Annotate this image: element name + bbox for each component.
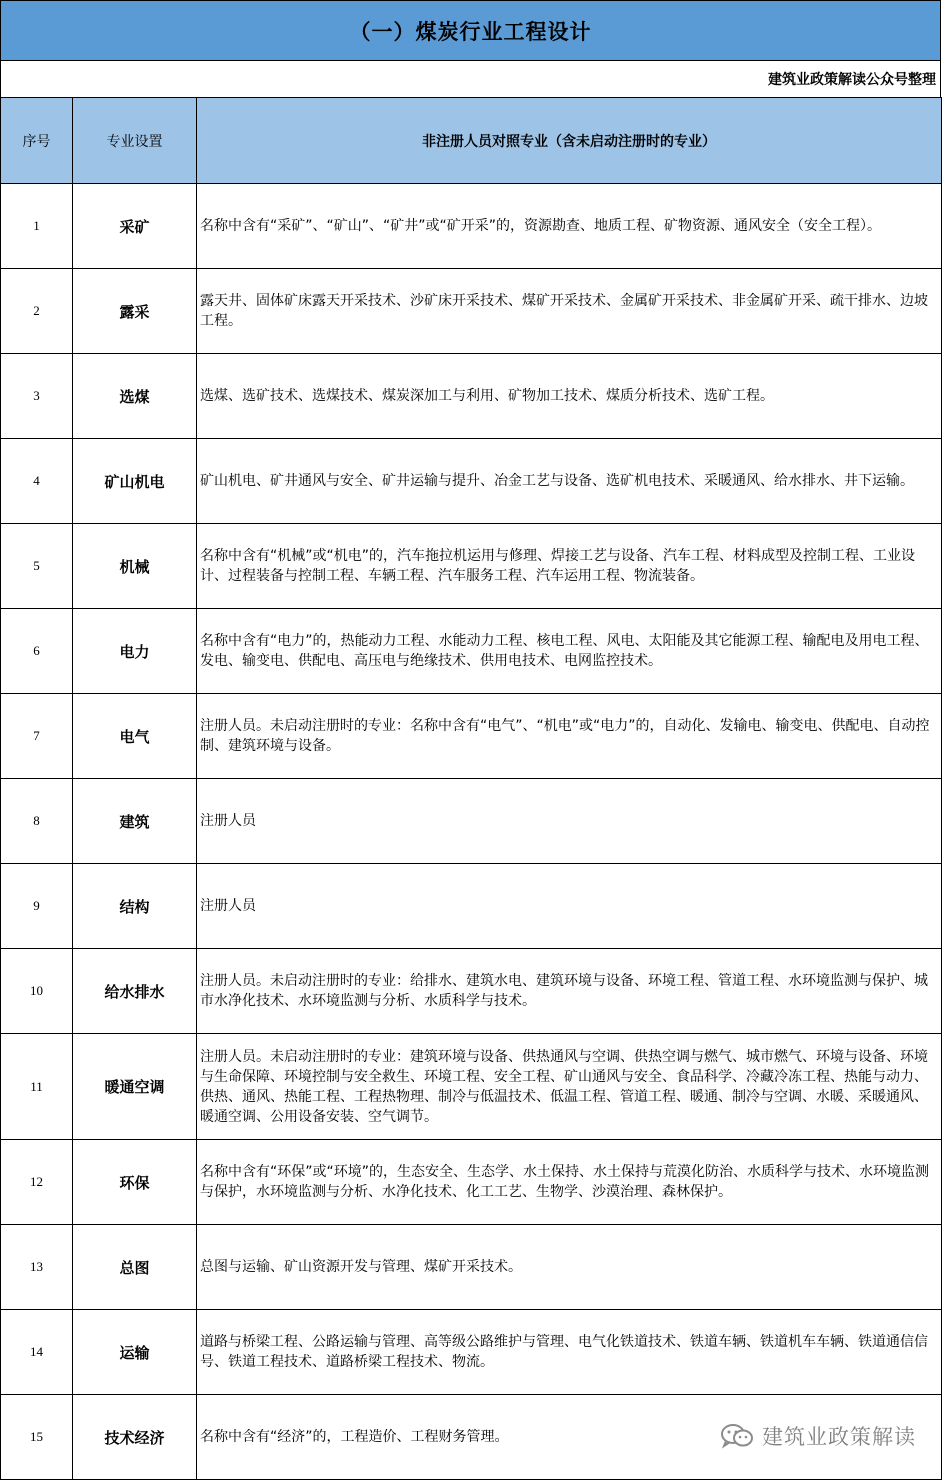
specialty-table (0, 97, 942, 1480)
watermark-text: 建筑业政策解读 (762, 1425, 916, 1449)
row-majors: 名称中含有“采矿”、“矿山”、“矿井”或“矿开采”的，资源勘查、地质工程、矿物资源、通风安全（安全工程）。 (197, 184, 942, 269)
row-specialty: 技术经济 (73, 1395, 197, 1480)
row-specialty: 暖通空调 (73, 1034, 197, 1140)
row-majors: 名称中含有“电力”的，热能动力工程、水能动力工程、核电工程、风电、太阳能及其它能源工程、输配电及用电工程、发电、输变电、供配电、高压电与绝缘技术、供用电技术、电网监控技术。 (197, 609, 942, 694)
table-row (1, 694, 942, 779)
table-row (1, 1034, 942, 1140)
header-specialty: 专业设置 (73, 98, 197, 184)
row-majors: 露天井、固体矿床露天开采技术、沙矿床开采技术、煤矿开采技术、金属矿开采技术、非金属矿开采、疏干排水、边坡工程。 (197, 269, 942, 354)
row-specialty: 给水排水 (73, 949, 197, 1034)
row-specialty: 电力 (73, 609, 197, 694)
row-majors: 选煤、选矿技术、选煤技术、煤炭深加工与利用、矿物加工技术、煤质分析技术、选矿工程。 (197, 354, 942, 439)
row-index: 5 (1, 524, 73, 609)
row-index: 12 (1, 1140, 73, 1225)
row-specialty: 总图 (73, 1225, 197, 1310)
row-specialty: 环保 (73, 1140, 197, 1225)
row-specialty: 结构 (73, 864, 197, 949)
table-row (1, 184, 942, 269)
row-index: 9 (1, 864, 73, 949)
table-row (1, 779, 942, 864)
table-row (1, 354, 942, 439)
row-index: 11 (1, 1034, 73, 1140)
row-majors: 总图与运输、矿山资源开发与管理、煤矿开采技术。 (197, 1225, 942, 1310)
row-majors: 矿山机电、矿井通风与安全、矿井运输与提升、冶金工艺与设备、选矿机电技术、采暖通风、给水排水、井下运输。 (197, 439, 942, 524)
row-specialty: 采矿 (73, 184, 197, 269)
table-row (1, 1225, 942, 1310)
row-majors: 注册人员。未启动注册时的专业：建筑环境与设备、供热通风与空调、供热空调与燃气、城市燃气、环境与设备、环境与生命保障、环境控制与安全救生、环境工程、安全工程、矿山通风与安全、食品科学、冷藏冷冻工程、热能与动力、供热、通风、热能工程、工程热物理、制冷与低温技术、低温工程、管道工程、暖通、制冷与空调、水暖、采暖通风、暖通空调、公用设备安装、空气调节。 (197, 1034, 942, 1140)
table-row (1, 1310, 942, 1395)
table-row (1, 269, 942, 354)
row-majors: 注册人员。未启动注册时的专业：名称中含有“电气”、“机电”或“电力”的，自动化、发输电、输变电、供配电、自动控制、建筑环境与设备。 (197, 694, 942, 779)
table-row (1, 439, 942, 524)
row-index: 15 (1, 1395, 73, 1480)
row-majors: 名称中含有“环保”或“环境”的，生态安全、生态学、水土保持、水土保持与荒漠化防治、水质科学与技术、水环境监测与保护，水环境监测与分析、水净化技术、化工工艺、生物学、沙漠治理、森林保护。 (197, 1140, 942, 1225)
row-specialty: 机械 (73, 524, 197, 609)
row-majors: 注册人员。未启动注册时的专业：给排水、建筑水电、建筑环境与设备、环境工程、管道工程、水环境监测与保护、城市水净化技术、水环境监测与分析、水质科学与技术。 (197, 949, 942, 1034)
row-specialty: 矿山机电 (73, 439, 197, 524)
row-specialty: 建筑 (73, 779, 197, 864)
row-index: 1 (1, 184, 73, 269)
credit-line: 建筑业政策解读公众号整理 (0, 60, 941, 98)
table-row (1, 949, 942, 1034)
row-index: 13 (1, 1225, 73, 1310)
table-title: （一）煤炭行业工程设计 (0, 0, 941, 61)
header-index: 序号 (1, 98, 73, 184)
row-index: 7 (1, 694, 73, 779)
table-row (1, 609, 942, 694)
watermark (720, 1421, 916, 1451)
row-majors: 道路与桥梁工程、公路运输与管理、高等级公路维护与管理、电气化铁道技术、铁道车辆、铁道机车车辆、铁道通信信号、铁道工程技术、道路桥梁工程技术、物流。 (197, 1310, 942, 1395)
row-specialty: 露采 (73, 269, 197, 354)
row-index: 14 (1, 1310, 73, 1395)
table-row (1, 524, 942, 609)
row-majors: 名称中含有“机械”或“机电”的，汽车拖拉机运用与修理、焊接工艺与设备、汽车工程、材料成型及控制工程、工业设计、过程装备与控制工程、车辆工程、汽车服务工程、汽车运用工程、物流装备。 (197, 524, 942, 609)
row-index: 8 (1, 779, 73, 864)
row-specialty: 电气 (73, 694, 197, 779)
row-specialty: 运输 (73, 1310, 197, 1395)
header-row (1, 98, 942, 184)
row-index: 3 (1, 354, 73, 439)
row-index: 2 (1, 269, 73, 354)
row-majors: 注册人员 (197, 779, 942, 864)
row-index: 4 (1, 439, 73, 524)
row-majors: 名称中含有“经济”的，工程造价、工程财务管理。 (197, 1395, 942, 1480)
row-index: 10 (1, 949, 73, 1034)
wechat-icon (720, 1423, 754, 1449)
table-row (1, 864, 942, 949)
header-majors: 非注册人员对照专业（含未启动注册时的专业） (197, 98, 942, 184)
row-index: 6 (1, 609, 73, 694)
row-majors: 注册人员 (197, 864, 942, 949)
row-specialty: 选煤 (73, 354, 197, 439)
table-row (1, 1140, 942, 1225)
